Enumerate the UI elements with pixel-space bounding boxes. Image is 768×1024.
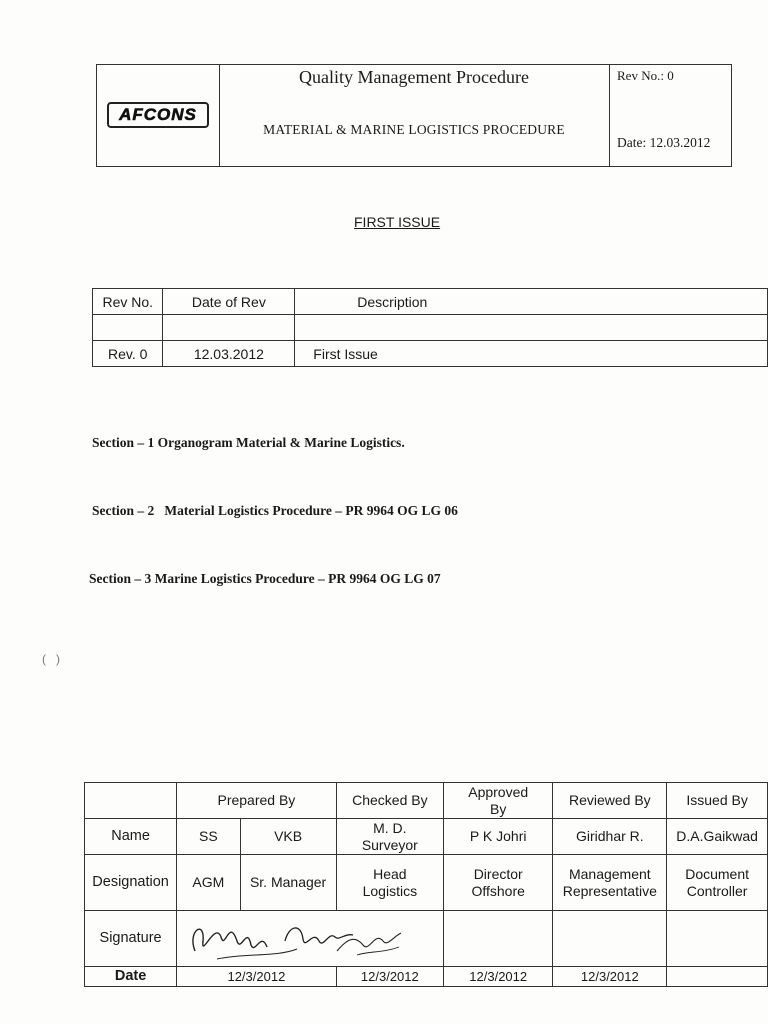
doc-date: Date: 12.03.2012: [617, 135, 711, 150]
approval-table: [84, 782, 768, 987]
designation-cell: Head Logistics: [336, 855, 443, 911]
date-cell: 12/3/2012: [336, 967, 443, 987]
table-row: [93, 315, 768, 341]
signature-cell: [667, 911, 768, 967]
table-cell: [295, 315, 768, 341]
first-issue-heading: FIRST ISSUE: [354, 214, 441, 230]
table-cell: 12.03.2012: [163, 341, 295, 367]
approved-by-header: Approved By: [444, 783, 553, 819]
date-label: Date: [85, 967, 177, 987]
doc-type: Quality Management Procedure: [299, 67, 529, 87]
date-cell: 12/3/2012: [553, 967, 667, 987]
revision-table: [92, 288, 768, 367]
signature-cell: [444, 911, 553, 967]
designation-label: Designation: [85, 855, 177, 911]
company-logo: [107, 102, 209, 128]
rev-cell: [609, 65, 733, 166]
designation-cell: Director Offshore: [444, 855, 553, 911]
designation-cell: Sr. Manager: [240, 855, 336, 911]
name-cell: Giridhar R.: [553, 819, 667, 855]
title-cell: [219, 65, 610, 166]
section-1: Section – 1 Organogram Material & Marine Logistics.: [92, 435, 405, 450]
table-row: [93, 341, 768, 367]
table-cell: [93, 315, 163, 341]
name-cell: P K Johri: [444, 819, 553, 855]
scan-mark: ( ): [42, 652, 60, 666]
header-cell: Rev No.: [93, 289, 163, 315]
name-label: Name: [85, 819, 177, 855]
name-cell: D.A.Gaikwad: [667, 819, 768, 855]
signature-cell: [553, 911, 667, 967]
document-header: [96, 64, 732, 167]
signature-cell: [177, 911, 444, 967]
designation-cell: Management Representative: [553, 855, 667, 911]
date-cell: 12/3/2012: [177, 967, 337, 987]
signature-scribble-icon: [177, 911, 407, 967]
doc-title: MATERIAL & MARINE LOGISTICS PROCEDURE: [263, 122, 565, 137]
designation-cell: AGM: [177, 855, 240, 911]
table-cell: First Issue: [295, 341, 768, 367]
issued-by-header: Issued By: [667, 783, 768, 819]
date-cell: [667, 967, 768, 987]
header-cell: Description: [295, 289, 768, 315]
logo-text: AFCONS: [119, 105, 197, 124]
rev-number: Rev No.: 0: [617, 68, 674, 83]
table-row: [93, 289, 768, 315]
header-cell: Date of Rev: [163, 289, 295, 315]
table-cell: [163, 315, 295, 341]
prepared-by-header: Prepared By: [177, 783, 337, 819]
section-2: Section – 2 Material Logistics Procedure – PR 9964 OG LG 06: [92, 503, 458, 518]
signature-label: Signature: [85, 911, 177, 967]
table-row: [85, 911, 768, 967]
designation-cell: Document Controller: [667, 855, 768, 911]
table-row: [85, 855, 768, 911]
name-cell: SS: [177, 819, 240, 855]
table-cell: Rev. 0: [93, 341, 163, 367]
checked-by-header: Checked By: [336, 783, 443, 819]
empty-corner-cell: [85, 783, 177, 819]
logo-cell: [97, 65, 220, 166]
date-cell: 12/3/2012: [444, 967, 553, 987]
section-3: Section – 3 Marine Logistics Procedure – PR 9964 OG LG 07: [89, 571, 441, 586]
name-cell: VKB: [240, 819, 336, 855]
table-row: [85, 783, 768, 819]
name-cell: M. D. Surveyor: [336, 819, 443, 855]
table-row: [85, 819, 768, 855]
reviewed-by-header: Reviewed By: [553, 783, 667, 819]
table-row: [85, 967, 768, 987]
